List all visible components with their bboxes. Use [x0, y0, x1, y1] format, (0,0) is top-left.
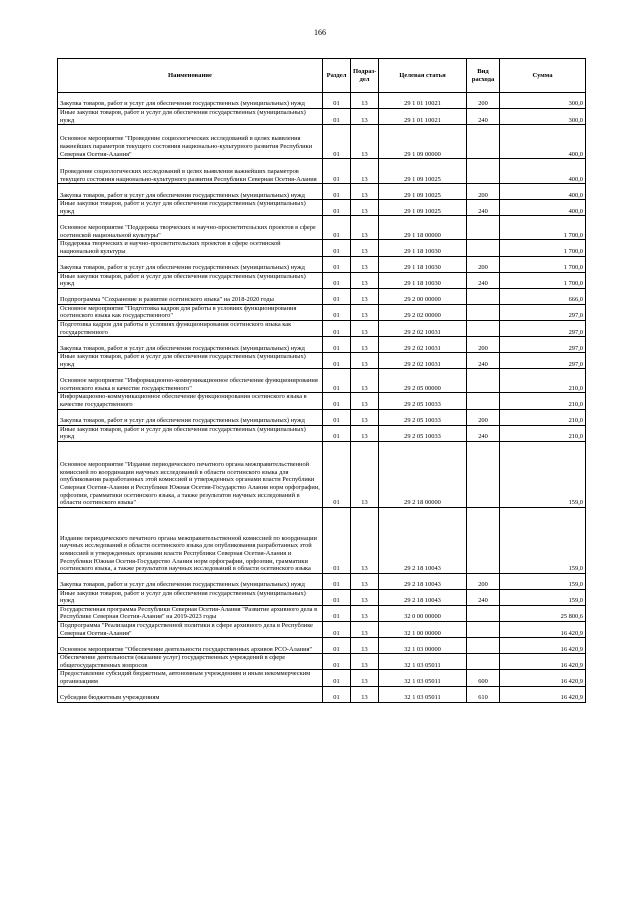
row-section: 01 [323, 272, 351, 288]
row-expense-type: 200 [467, 184, 500, 200]
row-subsection: 13 [351, 670, 379, 686]
row-amount: 159,0 [500, 589, 586, 605]
row-section: 01 [323, 441, 351, 507]
row-subsection: 13 [351, 441, 379, 507]
row-expense-type [467, 441, 500, 507]
row-target: 32 1 03 05011 [379, 654, 467, 670]
row-name: Закупка товаров, работ и услуг для обеспечения государственных (муниципальных) нужд [58, 184, 323, 200]
table-row [58, 304, 586, 320]
row-subsection: 13 [351, 109, 379, 125]
row-name: Иные закупки товаров, работ и услуг для обеспечения государственных (муниципальных) нужд [58, 109, 323, 125]
row-target: 32 0 00 00000 [379, 605, 467, 621]
row-target: 29 2 05 10033 [379, 409, 467, 425]
row-amount: 400,0 [500, 184, 586, 200]
row-expense-type: 240 [467, 272, 500, 288]
row-amount: 16 420,9 [500, 686, 586, 702]
row-expense-type: 200 [467, 337, 500, 353]
header-amount: Сумма [500, 59, 586, 93]
row-amount: 16 420,9 [500, 670, 586, 686]
row-subsection: 13 [351, 159, 379, 184]
row-name: Подпрограмма "Сохранение и развитие осетинского языка" на 2018-2020 годы [58, 288, 323, 304]
row-amount: 210,0 [500, 425, 586, 441]
row-subsection: 13 [351, 654, 379, 670]
row-subsection: 13 [351, 589, 379, 605]
row-section: 01 [323, 216, 351, 240]
budget-table [57, 58, 586, 703]
row-name: Подпрограмма "Реализация государственной политики в сфере архивного дела в Республике Северная Осетия-Алания" [58, 622, 323, 638]
row-expense-type: 200 [467, 409, 500, 425]
table-row [58, 216, 586, 240]
row-amount: 1 700,0 [500, 216, 586, 240]
row-target: 29 2 18 10043 [379, 589, 467, 605]
row-expense-type [467, 159, 500, 184]
row-section: 01 [323, 393, 351, 409]
row-target: 32 1 03 00000 [379, 638, 467, 654]
row-target: 29 1 09 10025 [379, 184, 467, 200]
table-row [58, 320, 586, 336]
row-target: 32 1 03 05011 [379, 686, 467, 702]
row-section: 01 [323, 93, 351, 109]
row-section: 01 [323, 686, 351, 702]
table-row [58, 125, 586, 159]
table-row [58, 353, 586, 369]
table-row [58, 654, 586, 670]
row-expense-type: 240 [467, 200, 500, 216]
row-subsection: 13 [351, 216, 379, 240]
row-subsection: 13 [351, 638, 379, 654]
row-target: 29 2 18 10043 [379, 573, 467, 589]
row-target: 29 1 18 10030 [379, 256, 467, 272]
row-subsection: 13 [351, 304, 379, 320]
row-expense-type [467, 216, 500, 240]
row-name: Иные закупки товаров, работ и услуг для обеспечения государственных (муниципальных) нужд [58, 272, 323, 288]
row-section: 01 [323, 125, 351, 159]
row-target: 29 2 02 00000 [379, 304, 467, 320]
table-row [58, 393, 586, 409]
table-row [58, 441, 586, 507]
row-section: 01 [323, 304, 351, 320]
row-name: Основное мероприятие "Издание периодического печатного органа межправительственной комиссией по координации научных исследований в области осетинского языка для опубликования разработанных этой комиссией и утвержденных органами власти Республики Северная Осетия-Алания и Республики Южная Осетия-Государство Алания норм орфографии, орфоэпии, грамматики осетинского языка, а также результатов научных исследований в области осетинского языка" [58, 441, 323, 507]
row-name: Государственная программа Республики Северная Осетия-Алания "Развитие архивного дела в Республике Северная Осетия-Алания" на 2019-2023 годы [58, 605, 323, 621]
row-section: 01 [323, 353, 351, 369]
row-expense-type [467, 288, 500, 304]
row-name: Закупка товаров, работ и услуг для обеспечения государственных (муниципальных) нужд [58, 256, 323, 272]
table-row [58, 256, 586, 272]
table-row [58, 159, 586, 184]
row-expense-type: 240 [467, 425, 500, 441]
header-section: Раздел [323, 59, 351, 93]
row-expense-type: 600 [467, 670, 500, 686]
table-body [58, 93, 586, 703]
table-row [58, 93, 586, 109]
row-expense-type: 200 [467, 256, 500, 272]
row-amount: 400,0 [500, 200, 586, 216]
row-expense-type: 610 [467, 686, 500, 702]
row-target: 29 1 01 10021 [379, 93, 467, 109]
row-expense-type [467, 240, 500, 256]
row-section: 01 [323, 184, 351, 200]
page-number: 166 [314, 28, 326, 37]
row-target: 29 1 09 10025 [379, 200, 467, 216]
row-target: 29 1 09 10025 [379, 159, 467, 184]
table-row [58, 200, 586, 216]
header-target: Целевая статья [379, 59, 467, 93]
row-name: Основное мероприятие "Поддержка творческих и научно-просветительских проектов в сфере осетинской национальной культуры" [58, 216, 323, 240]
table-row [58, 638, 586, 654]
row-target: 29 1 18 10030 [379, 240, 467, 256]
row-subsection: 13 [351, 409, 379, 425]
row-amount: 400,0 [500, 125, 586, 159]
row-section: 01 [323, 654, 351, 670]
row-subsection: 13 [351, 272, 379, 288]
row-section: 01 [323, 320, 351, 336]
row-name: Основное мероприятие "Проведение социологических исследований в целях выявления важнейших параметров текущего состояния национально-культурного развития Республики Северная Осетия-Алания" [58, 125, 323, 159]
row-name: Информационно-коммуникационное обеспечение функционирования осетинского языка в качестве государственного [58, 393, 323, 409]
row-name: Подготовка кадров для работы в условиях функционирования осетинского языка как государственного [58, 320, 323, 336]
table-row [58, 573, 586, 589]
row-name: Субсидии бюджетным учреждениям [58, 686, 323, 702]
row-amount: 16 420,9 [500, 622, 586, 638]
row-expense-type [467, 320, 500, 336]
row-target: 29 1 01 10021 [379, 109, 467, 125]
row-amount: 159,0 [500, 507, 586, 573]
row-name: Основное мероприятие "Подготовка кадров для работы в условиях функционирования осетинского языка как государственного" [58, 304, 323, 320]
row-section: 01 [323, 159, 351, 184]
row-subsection: 13 [351, 320, 379, 336]
row-name: Закупка товаров, работ и услуг для обеспечения государственных (муниципальных) нужд [58, 409, 323, 425]
row-expense-type [467, 605, 500, 621]
row-name: Иные закупки товаров, работ и услуг для обеспечения государственных (муниципальных) нужд [58, 200, 323, 216]
row-subsection: 13 [351, 507, 379, 573]
row-name: Предоставление субсидий бюджетным, автономным учреждениям и иным некоммерческим организациям [58, 670, 323, 686]
row-target: 29 2 02 10031 [379, 320, 467, 336]
table-row [58, 184, 586, 200]
row-name: Закупка товаров, работ и услуг для обеспечения государственных (муниципальных) нужд [58, 337, 323, 353]
table-row [58, 425, 586, 441]
row-subsection: 13 [351, 184, 379, 200]
row-amount: 210,0 [500, 409, 586, 425]
row-name: Проведение социологических исследований в целях выявления важнейших параметров текущего состояния национально-культурного развития Республики Северная Осетия-Алания [58, 159, 323, 184]
row-expense-type [467, 654, 500, 670]
row-subsection: 13 [351, 605, 379, 621]
header-name: Наименование [58, 59, 323, 93]
table-row [58, 670, 586, 686]
row-amount: 1 700,0 [500, 256, 586, 272]
row-section: 01 [323, 670, 351, 686]
row-amount: 16 420,9 [500, 654, 586, 670]
row-section: 01 [323, 425, 351, 441]
row-section: 01 [323, 288, 351, 304]
row-name: Основное мероприятие "Обеспечение деятельности государственных архивов РСО-Алания" [58, 638, 323, 654]
row-section: 01 [323, 200, 351, 216]
row-subsection: 13 [351, 393, 379, 409]
row-section: 01 [323, 409, 351, 425]
row-section: 01 [323, 109, 351, 125]
row-name: Основное мероприятие "Информационно-коммуникационное обеспечение функционирования осетинского языка в качестве государственного" [58, 369, 323, 393]
row-subsection: 13 [351, 686, 379, 702]
row-name: Закупка товаров, работ и услуг для обеспечения государственных (муниципальных) нужд [58, 93, 323, 109]
row-amount: 210,0 [500, 393, 586, 409]
row-section: 01 [323, 638, 351, 654]
row-subsection: 13 [351, 200, 379, 216]
row-subsection: 13 [351, 425, 379, 441]
row-amount: 400,0 [500, 159, 586, 184]
row-expense-type: 240 [467, 589, 500, 605]
row-target: 29 2 18 10043 [379, 507, 467, 573]
row-subsection: 13 [351, 622, 379, 638]
row-section: 01 [323, 622, 351, 638]
header-expense-type: Вид расхода [467, 59, 500, 93]
row-expense-type [467, 638, 500, 654]
row-section: 01 [323, 240, 351, 256]
row-target: 29 2 02 10031 [379, 337, 467, 353]
row-amount: 210,0 [500, 369, 586, 393]
table-row [58, 272, 586, 288]
table-row [58, 686, 586, 702]
row-amount: 666,0 [500, 288, 586, 304]
row-target: 29 2 05 00000 [379, 369, 467, 393]
row-subsection: 13 [351, 353, 379, 369]
table-row [58, 622, 586, 638]
row-amount: 297,0 [500, 304, 586, 320]
row-name: Иные закупки товаров, работ и услуг для обеспечения государственных (муниципальных) нужд [58, 589, 323, 605]
row-amount: 300,0 [500, 109, 586, 125]
row-expense-type [467, 369, 500, 393]
row-subsection: 13 [351, 573, 379, 589]
row-section: 01 [323, 369, 351, 393]
row-amount: 1 700,0 [500, 272, 586, 288]
row-section: 01 [323, 507, 351, 573]
row-amount: 297,0 [500, 353, 586, 369]
row-target: 29 1 18 00000 [379, 216, 467, 240]
row-name: Поддержка творческих и научно-просветительских проектов в сфере осетинской национальной культуры [58, 240, 323, 256]
row-subsection: 13 [351, 256, 379, 272]
row-expense-type: 240 [467, 353, 500, 369]
row-amount: 297,0 [500, 337, 586, 353]
row-section: 01 [323, 256, 351, 272]
row-expense-type: 200 [467, 573, 500, 589]
row-name: Иные закупки товаров, работ и услуг для обеспечения государственных (муниципальных) нужд [58, 425, 323, 441]
row-target: 29 2 05 10033 [379, 425, 467, 441]
row-target: 29 2 18 00000 [379, 441, 467, 507]
row-target: 32 1 03 05011 [379, 670, 467, 686]
table-row [58, 240, 586, 256]
row-subsection: 13 [351, 288, 379, 304]
row-target: 29 1 18 10030 [379, 272, 467, 288]
row-name: Закупка товаров, работ и услуг для обеспечения государственных (муниципальных) нужд [58, 573, 323, 589]
row-target: 32 1 00 00000 [379, 622, 467, 638]
table-row [58, 337, 586, 353]
row-subsection: 13 [351, 240, 379, 256]
row-expense-type [467, 393, 500, 409]
row-amount: 297,0 [500, 320, 586, 336]
row-amount: 300,0 [500, 93, 586, 109]
table-row [58, 109, 586, 125]
row-target: 29 1 09 00000 [379, 125, 467, 159]
row-subsection: 13 [351, 369, 379, 393]
table-row [58, 605, 586, 621]
row-section: 01 [323, 573, 351, 589]
row-name: Иные закупки товаров, работ и услуг для обеспечения государственных (муниципальных) нужд [58, 353, 323, 369]
row-target: 29 2 00 00000 [379, 288, 467, 304]
table-row [58, 369, 586, 393]
row-expense-type [467, 304, 500, 320]
header-subsection: Подраз-дел [351, 59, 379, 93]
table-header-row [58, 59, 586, 93]
row-section: 01 [323, 589, 351, 605]
row-amount: 16 420,9 [500, 638, 586, 654]
row-expense-type [467, 507, 500, 573]
row-target: 29 2 02 10031 [379, 353, 467, 369]
table-row [58, 409, 586, 425]
row-subsection: 13 [351, 125, 379, 159]
table-row [58, 288, 586, 304]
row-target: 29 2 05 10033 [379, 393, 467, 409]
row-amount: 1 700,0 [500, 240, 586, 256]
table-row [58, 507, 586, 573]
table-row [58, 589, 586, 605]
row-expense-type: 240 [467, 109, 500, 125]
row-expense-type [467, 125, 500, 159]
row-section: 01 [323, 337, 351, 353]
row-name: Издание периодического печатного органа межправительственной комиссией по координации научных исследований в области осетинского языка для опубликования разработанных этой комиссией и утвержденных органами власти Республики Северная Осетия-Алания и Республики Южная Осетия-Государство Алания норм орфографии, орфоэпии, грамматики осетинского языка, а также результатов научных исследований в области осетинского языка [58, 507, 323, 573]
row-expense-type: 200 [467, 93, 500, 109]
row-amount: 159,0 [500, 573, 586, 589]
row-name: Обеспечение деятельности (оказание услуг) государственных учреждений в сфере общегосударственных вопросов [58, 654, 323, 670]
row-section: 01 [323, 605, 351, 621]
row-subsection: 13 [351, 337, 379, 353]
row-amount: 25 800,6 [500, 605, 586, 621]
row-subsection: 13 [351, 93, 379, 109]
row-expense-type [467, 622, 500, 638]
row-amount: 159,0 [500, 441, 586, 507]
